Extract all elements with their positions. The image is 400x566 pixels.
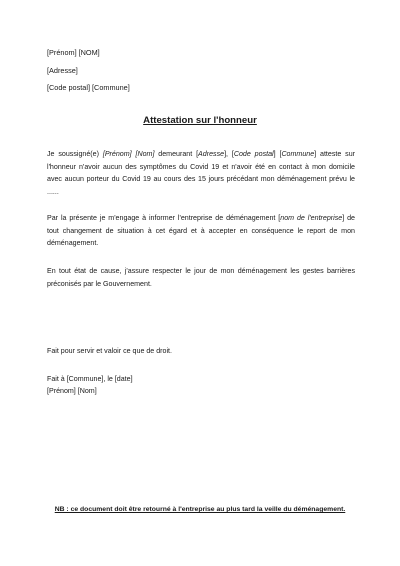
sender-block bbox=[47, 44, 130, 97]
declaration-text-sep2: ] [ bbox=[273, 150, 282, 158]
commitment-text-end: ] de tout changement de situation à cet égard et à accepter en conséquence le report de mon déménagement. bbox=[47, 214, 355, 247]
placeholder-entreprise: nom de l'entreprise bbox=[280, 214, 343, 222]
document-title: Attestation sur l'honneur bbox=[143, 115, 257, 126]
declaration-text-demeurant: demeurant [ bbox=[154, 150, 199, 158]
place-date-line: Fait à [Commune], le [date] bbox=[47, 374, 133, 383]
declaration-text-end: ] atteste sur l'honneur n'avoir aucun des symptômes du Covid 19 et n'avoir été en contact à mon domicile avec aucun porteur du Covid 19 au cours des 15 jours précédant mon déménagement prévu le ...... bbox=[47, 150, 356, 196]
placeholder-prenom-nom: [Prénom] [Nom] bbox=[102, 150, 155, 158]
signatory-name: [Prénom] [Nom] bbox=[47, 387, 97, 395]
sender-address: [Adresse] bbox=[47, 65, 78, 75]
commitment-paragraph bbox=[47, 212, 355, 250]
barrier-gestures-paragraph: En tout état de cause, j'assure respecter le jour de mon déménagement les gestes barrières préconisés par le Gouvernement. bbox=[47, 267, 355, 288]
sender-name: [Prénom] [NOM] bbox=[47, 48, 100, 57]
closing-line: Fait pour servir et valoir ce que de droit. bbox=[47, 347, 172, 355]
commitment-text-start: Par la présente je m'engage à informer l'entreprise de déménagement [ bbox=[47, 214, 281, 222]
declaration-text-start: Je soussigné(e) bbox=[47, 150, 103, 158]
placeholder-adresse: Adresse bbox=[198, 150, 225, 158]
placeholder-commune: Commune bbox=[281, 150, 315, 158]
nb-note: NB : ce document doit être retourné à l'entreprise au plus tard la veille du déménagement. bbox=[54, 506, 346, 513]
placeholder-code-postal: Code postal bbox=[233, 150, 274, 158]
signature-block bbox=[47, 345, 172, 398]
declaration-text-sep1: ], [ bbox=[224, 150, 234, 158]
sender-postal-city: [Code postal] [Commune] bbox=[47, 83, 130, 92]
declaration-paragraph bbox=[47, 148, 355, 198]
